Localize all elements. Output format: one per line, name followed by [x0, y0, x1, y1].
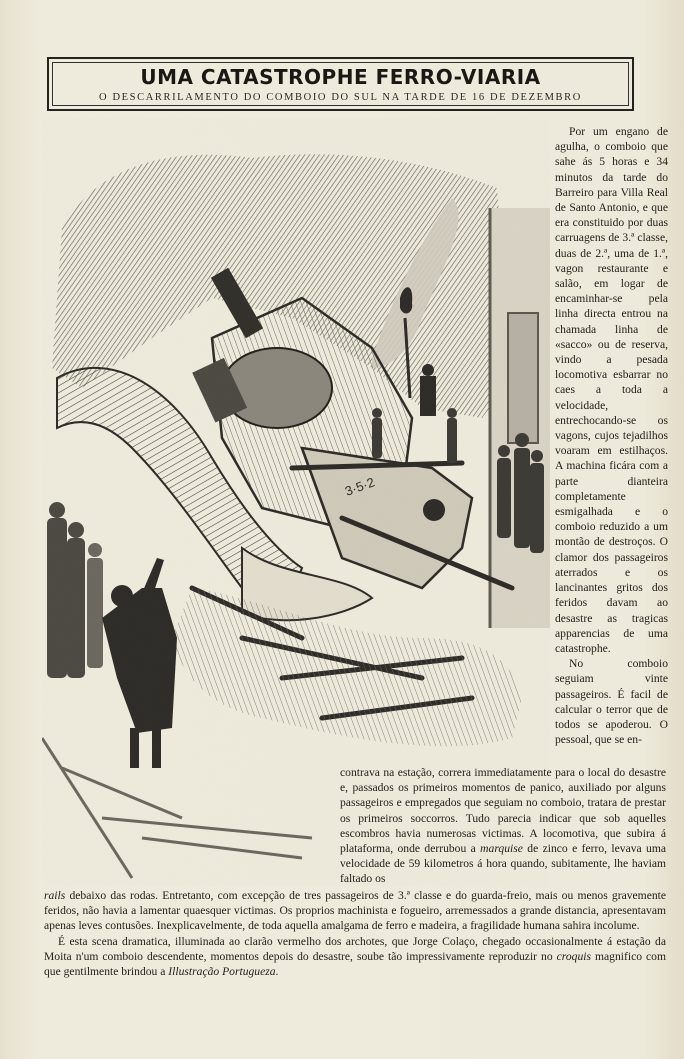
svg-text:3·5·2: 3·5·2 — [342, 474, 377, 499]
page-subtitle: O DESCARRILAMENTO DO COMBOIO DO SUL NA TARDE DE 16 DE DEZEMBRO — [99, 92, 582, 103]
continuation-text-2: de zinco e ferro, levava uma velocidade de 59 kilometros á hora quando, subitamente, lhe haviam faltado os — [340, 842, 667, 886]
page-title: UMA CATASTROPHE FERRO-VIARIA — [140, 65, 541, 89]
full-text-2b: magnifico com que gentilmente brindou a — [44, 949, 666, 979]
italic-term-rails: rails — [44, 889, 66, 902]
article-paragraph-2: No comboio seguiam vinte passageiros. É facil de calcular o terror que de todos se apoderou. O pessoal, que se en- — [555, 657, 668, 747]
article-continuation — [340, 765, 666, 887]
article-full-width — [44, 888, 666, 979]
full-text-2a: É esta scena dramatica, illuminada ao clarão vermelho dos archotes, que Jorge Colaço, chegado occasionalmente á estação da Moita n'um comboio descendente, momentos depois do desastre, soube tão impressivamente reproduzir no — [44, 934, 666, 963]
italic-term-croquis: croquis — [556, 949, 591, 963]
full-text-1: debaixo das rodas. Entretanto, com excepção de tres passageiros de 3.ª classe e do guarda-freio, mais ou menos gravemente feridos, não havia a lamentar quaesquer victimas. Os proprios machinista e fogueiro, arremessados a grande distancia, apresentavam apenas leves contusões. Inexplicavelmente, de toda aquella amalgama de ferro e madeira, a fragilidade humana sahira incolume. — [44, 889, 667, 933]
continuation-text: contrava na estação, correra immediatamente para o local do desastre e, passados os primeiros momentos de panico, auxiliado por alguns passageiros e empregados que seguiam no comboio, tratara de prestar os primeiros soccorros. Tudo parecia indicar que sob aquelles escombros havia numerosas victimas. A locomotiva, que subira á plataforma, onde derrubou a — [340, 766, 666, 856]
italic-publication-name: Illustração Portugueza — [168, 965, 276, 979]
article-paragraph-1: Por um engano de agulha, o comboio que sahe ás 5 horas e 34 minutos da tarde do Barreiro para Villa Real de Santo Antonio, e que era constituido por duas carruagens de 3.ª classe, duas de 2.ª, uma de 1.ª, vagon restaurante e salão, em logar de encaminhar-se pela linha directa entrou na chamada linha de «sacco» ou de reserva, vindo a pesada locomotiva esbarrar no caes a toda a velocidade, entrechocando-se os vagons, cujos tejadilhos voaram em estilhaços. A machina ficára com a parte dianteira completamente esmigalhada e o comboio reduzido a um montão de destroços. O clamor dos passageiros aterrados e os lancinantes gritos dos feridos davam ao desastre as tragicas apparencias de uma catastrophe. — [555, 125, 668, 655]
italic-term-marquise: marquise — [480, 842, 523, 856]
article-right-column — [555, 124, 668, 747]
headline-box — [47, 57, 634, 111]
full-text-2c: . — [275, 965, 279, 979]
